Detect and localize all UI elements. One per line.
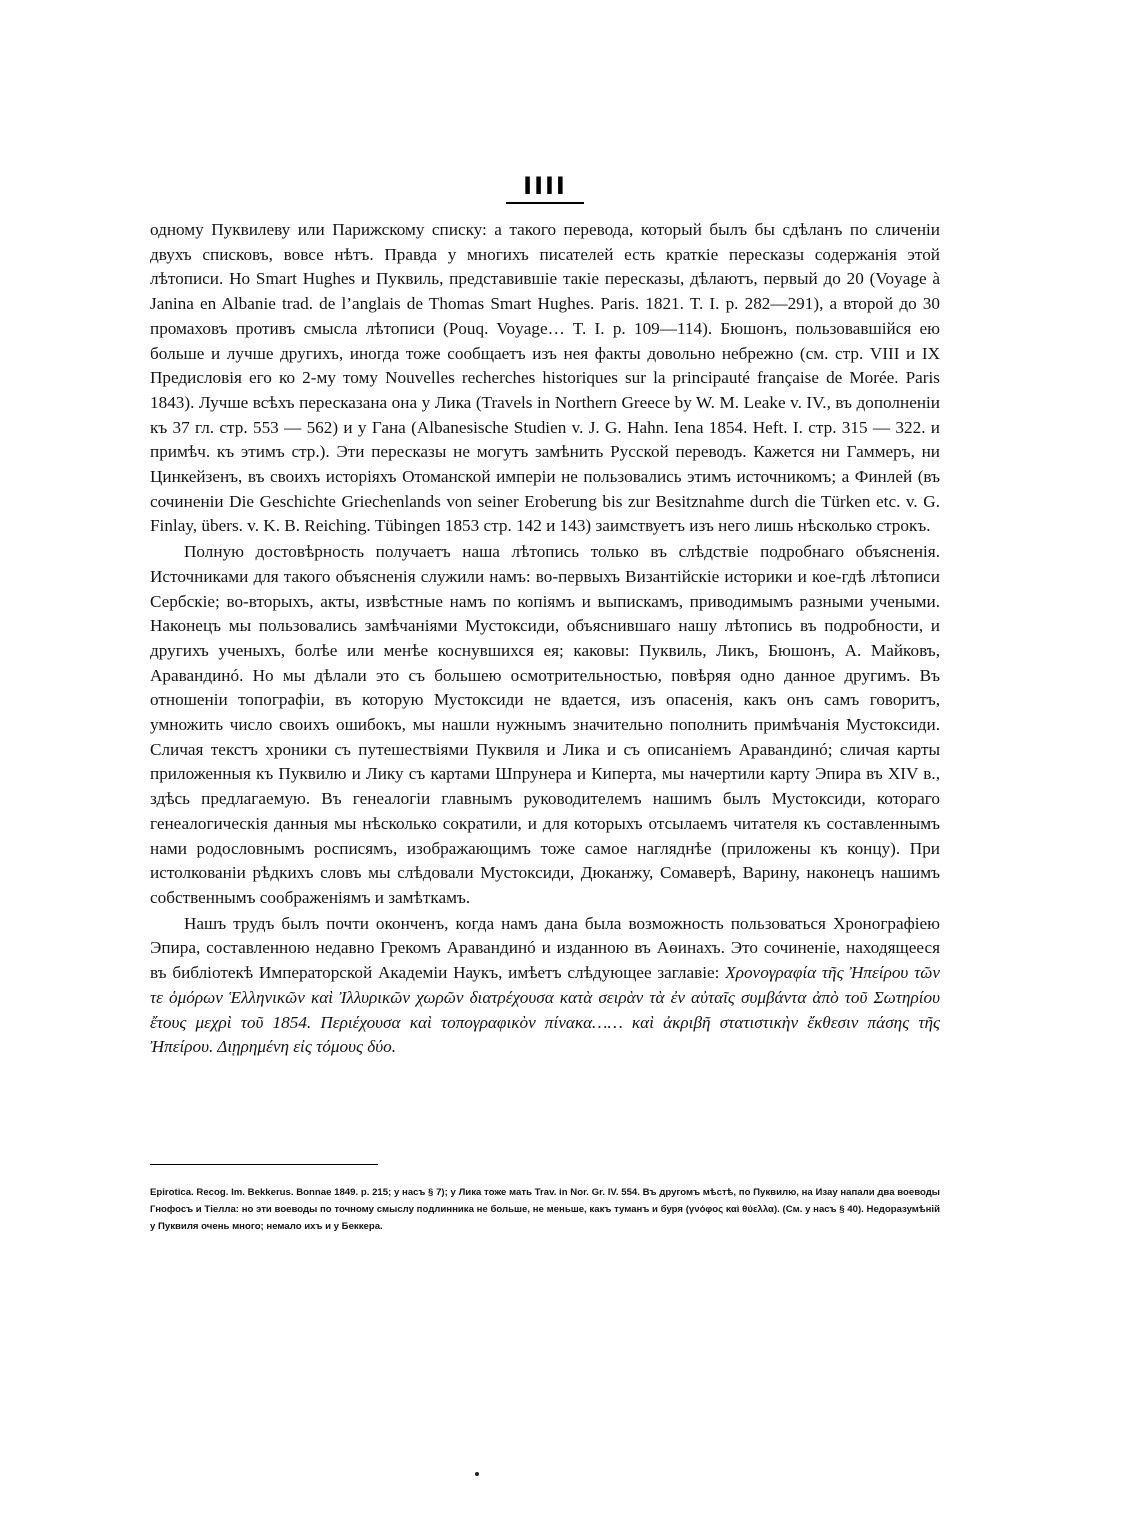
main-text bbox=[150, 218, 940, 1060]
print-speck bbox=[475, 1472, 479, 1476]
paragraph-2: Полную достовѣрность получаетъ наша лѣтопись только въ слѣдствіе подробнаго объясненія. Источниками для такого объясненія служили намъ: во-первыхъ Византійскіе историки и кое-гдѣ лѣтописи Сербскіе; во-вторыхъ, акты, извѣстные намъ по копіямъ и выпискамъ, приводимымъ разными учеными. Наконецъ мы пользовались замѣчаніями Мустоксиди, объяснившаго нашу лѣтопись въ подробности, и другихъ ученыхъ, болѣе или менѣе коснувшихся ея; каковы: Пуквиль, Ликъ, Бюшонъ, А. Майковъ, Аравандинó. Но мы дѣлали это съ большею осмотрительностью, повѣряя одно данное другимъ. Въ отношеніи топографіи, въ которую Мустоксиди не вдается, изъ опасенія, какъ онъ самъ говоритъ, умножить число своихъ ошибокъ, мы нашли нужнымъ значительно пополнить примѣчанія Мустоксиди. Сличая текстъ хроники съ путешествіями Пуквиля и Лика и съ описаніемъ Аравандинó; сличая карты приложенныя къ Пуквилю и Лику съ картами Шпрунера и Киперта, мы начертили карту Эпира въ XIV в., здѣсь предлагаемую. Въ генеалогіи главнымъ руководителемъ нашимъ былъ Мустоксиди, котораго генеалогическія данныя мы нѣсколько сократили, и для которыхъ отсылаемъ читателя къ составленнымъ нами родословнымъ росписямъ, изображающимъ тоже самое нагляднѣе (приложены къ концу). При истолкованіи рѣдкихъ словъ мы слѣдовали Мустоксиди, Дюканжу, Сомаверѣ, Варину, наконецъ нашимъ собственнымъ соображеніямъ и замѣткамъ. bbox=[150, 542, 940, 907]
paragraph-3 bbox=[150, 912, 940, 1060]
footnote-divider bbox=[150, 1164, 378, 1165]
paragraph-3-greek-title: Χρονογραφία τῆς Ἠπείρου τῶν τε ὁμόρων Ἑλληνικῶν καὶ Ἰλλυρικῶν χωρῶν διατρέχουσα κατὰ σειρὰν τὰ ἐν αὐταῖς συμβάντα ἀπὸ τοῦ Σωτηρίου ἔτους μεχρὶ τοῦ 1854. Περιέχουσα καὶ τοπογραφικὸν πίνακα…… καὶ ἀκριβῆ στατιστικὴν ἔκθεσιν πάσης τῆς Ἠπείρου. Διῃρημένη εἰς τόμους δύο. bbox=[150, 963, 941, 1057]
paragraph-1: одному Пуквилеву или Парижскому списку: а такого перевода, который былъ бы сдѣланъ по сличеніи двухъ списковъ, вовсе нѣтъ. Правда у многихъ писателей есть краткіе пересказы содержанія этой лѣтописи. Но Smart Hughes и Пуквиль, представившіе такіе пересказы, дѣлаютъ, первый до 20 (Voyage à Janina en Albanie trad. de l’anglais de Thomas Smart Hughes. Paris. 1821. T. I. p. 282—291), а второй до 30 промаховъ противъ смысла лѣтописи (Pouq. Voyage… T. I. p. 109—114). Бюшонъ, пользовавшійся ею больше и лучше другихъ, иногда тоже сообщаетъ изъ нея факты довольно небрежно (см. стр. VIII и IX Предисловія его ко 2-му тому Nouvelles recherches historiques sur la principauté française de Morée. Paris 1843). Лучше всѣхъ пересказана она у Лика (Travels in Northern Greece by W. M. Leake v. IV., въ дополненіи къ 37 гл. стр. 553 — 562) и у Гана (Albanesische Studien v. J. G. Hahn. Iena 1854. Heft. I. стр. 315 — 322. и примѣч. къ этимъ стр.). Эти пересказы не могутъ замѣнить Русской переводъ. Кажется ни Гаммеръ, ни Цинкейзенъ, въ своихъ исторіяхъ Отоманской имперіи не пользовались этимъ источникомъ; а Финлей (въ сочиненіи Die Geschichte Griechenlands von seiner Eroberung bis zur Besitznahme durch die Türken etc. v. G. Finlay, übers. v. K. B. Reiching. Tübingen 1853 стр. 142 и 143) заимствуетъ изъ него лишь нѣсколько строкъ. bbox=[150, 220, 940, 536]
header-rule bbox=[506, 202, 584, 204]
footnote: Epirotica. Recog. Im. Bekkerus. Bonnae 1849. p. 215; у насъ § 7); у Лика тоже мать Trav. in Nor. Gr. IV. 554. Въ другомъ мѣстѣ, по Пуквилю, на Изау напали два воеводы Гнофосъ и Тіелла: но эти воеводы по точному смыслу подлинника не больше, не меньше, какъ туманъ и буря (γνόφος καὶ θύελλα). (См. у насъ § 40). Недоразумѣній у Пуквиля очень много; немало ихъ и у Беккера. bbox=[150, 1187, 940, 1232]
page-number: IIII bbox=[523, 172, 567, 200]
document-page bbox=[150, 0, 940, 1517]
paragraph-3-russian: Нашъ трудъ былъ почти оконченъ, когда намъ дана была возможность пользоваться Хронографіею Эпира, составленною недавно Грекомъ Аравандинó и изданною въ Аѳинахъ. Это сочиненіе, находящееся въ библіотекѣ Императорской Академіи Наукъ, имѣетъ слѣдующее заглавіе: bbox=[150, 913, 940, 983]
